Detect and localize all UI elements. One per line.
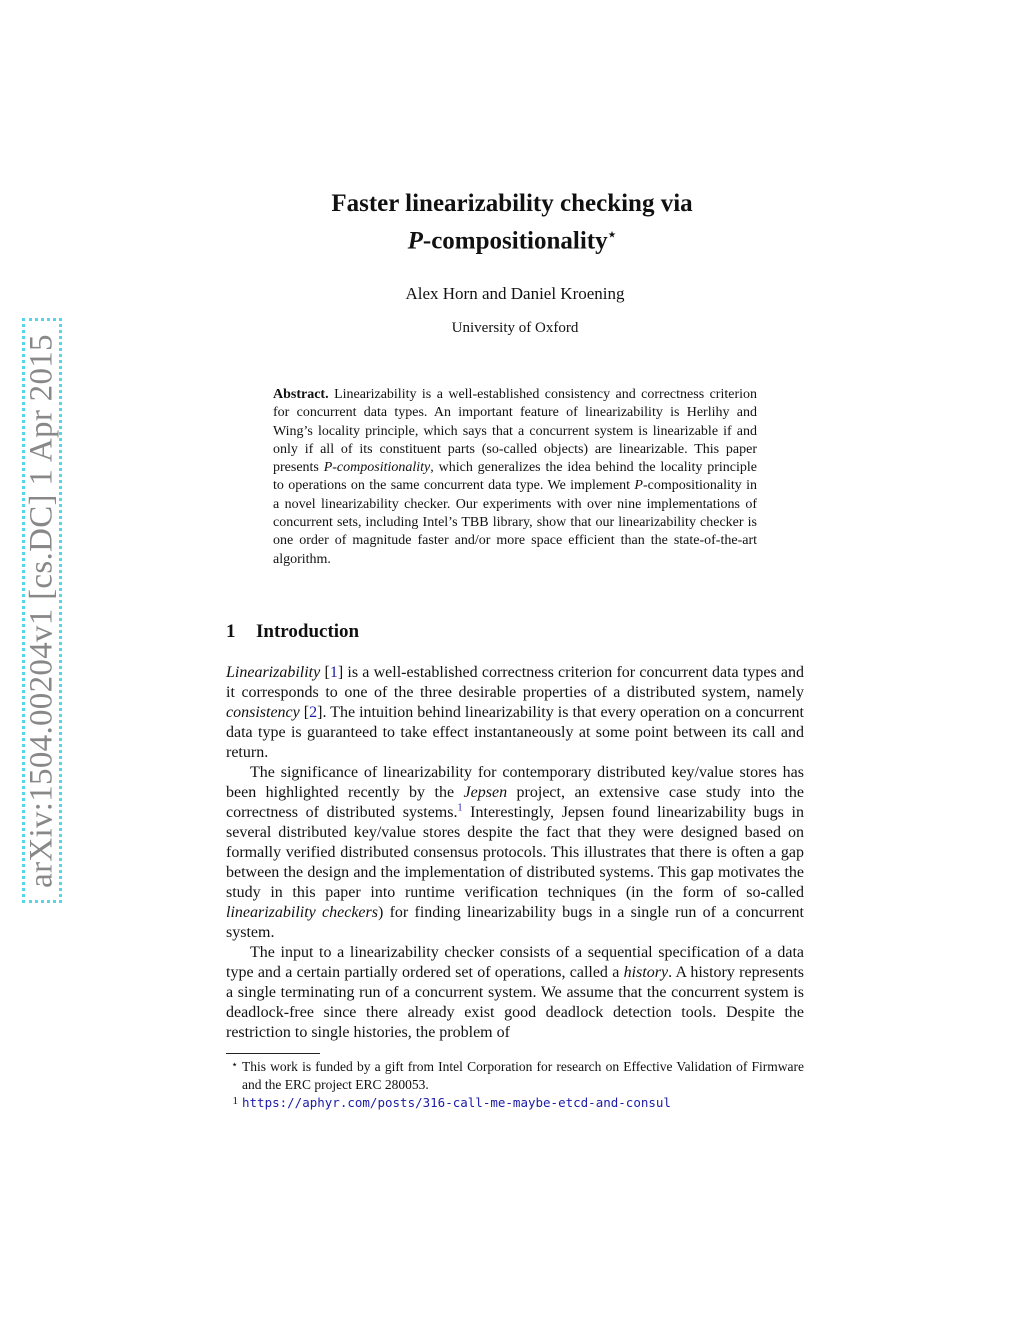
footnote-rule xyxy=(226,1053,320,1054)
paragraph-3: The input to a linearizability checker consists of a sequential specification of a data type and a certain partially ordered set of operations, called a history. A history represents a single terminating run of a concurrent system. We assume that the concurrent system is deadlock-free since there already exist good deadlock detection tools. Despite the restriction to single histories, the problem of xyxy=(226,944,805,1041)
title-line-1: Faster linearizability checking via xyxy=(331,190,693,217)
paragraph-1: Linearizability [1] is a well-established correctness criterion for concurrent data types and it corresponds to one of the three desirable properties of a distributed system, namely consistency [2]. The intuition behind linearizability is that every operation on a concurrent data type is guaranteed to take effect instantaneously at some point between its call and return. xyxy=(226,664,805,761)
footnote-link-1[interactable]: 1 xyxy=(457,802,463,814)
footnote-1: 1 https://aphyr.com/posts/316-call-me-maybe-etcd-and-consul xyxy=(232,1095,671,1110)
footnote-url-link[interactable]: https://aphyr.com/posts/316-call-me-maybe-etcd-and-consul xyxy=(242,1095,671,1110)
title-line-2: P-compositionality⋆ xyxy=(407,227,617,255)
paper-title xyxy=(0,188,1024,257)
affiliation: University of Oxford xyxy=(451,320,579,336)
arxiv-stamp-text: arXiv:1504.00204v1 [cs.DC] 1 Apr 2015 xyxy=(23,333,60,888)
footnotes xyxy=(226,1058,804,1112)
body-text xyxy=(226,663,804,1043)
citation-link-1[interactable]: 1 xyxy=(329,664,338,681)
citation-link-2[interactable]: 2 xyxy=(309,704,318,721)
section-heading: 1 Introduction xyxy=(226,621,360,642)
paragraph-2: The significance of linearizability for contemporary distributed key/value stores has been highlighted recently by the Jepsen project, an extensive case study into the correctness of distributed systems.$^1$ Interestingly, Jepsen found linearizability bugs in several distributed key/value stores despite the fact that they were designed based on formally verified distributed consensus protocols. This illustrates that there is often a gap between the design and the implementation of distributed systems. This gap motivates the study in this paper into runtime verification techniques (in the form of so-called linearizability checkers) for finding linearizability bugs in a single run of a concurrent system. xyxy=(226,764,805,941)
abstract: Abstract. Linearizability is a well-established consistency and correctness criterion for concurrent data types. An important feature of linearizability is Herlihy and Wing’s locality principle, which says that a concurrent system is linearizable if and only if all of its constituent parts (so-called objects) are linearizable. This paper presents P-compositionality, which generalizes the idea behind the locality principle to operations on the same concurrent data type. We implement P-compositionality in a novel linearizability checker. Our experiments with over nine implementations of concurrent sets, including Intel’s TBB library, show that our linearizability checker is one order of magnitude faster and/or more space efficient than the state-of-the-art algorithm. xyxy=(273,387,758,567)
abstract-label: Abstract. xyxy=(273,387,329,402)
authors: Alex Horn and Daniel Kroening xyxy=(405,284,625,303)
footnote-star: ⋆ This work is funded by a gift from Intel Corporation for research on Effective Validation of Firmware and the ERC project ERC 280053. xyxy=(231,1059,804,1092)
arxiv-stamp xyxy=(22,318,62,903)
